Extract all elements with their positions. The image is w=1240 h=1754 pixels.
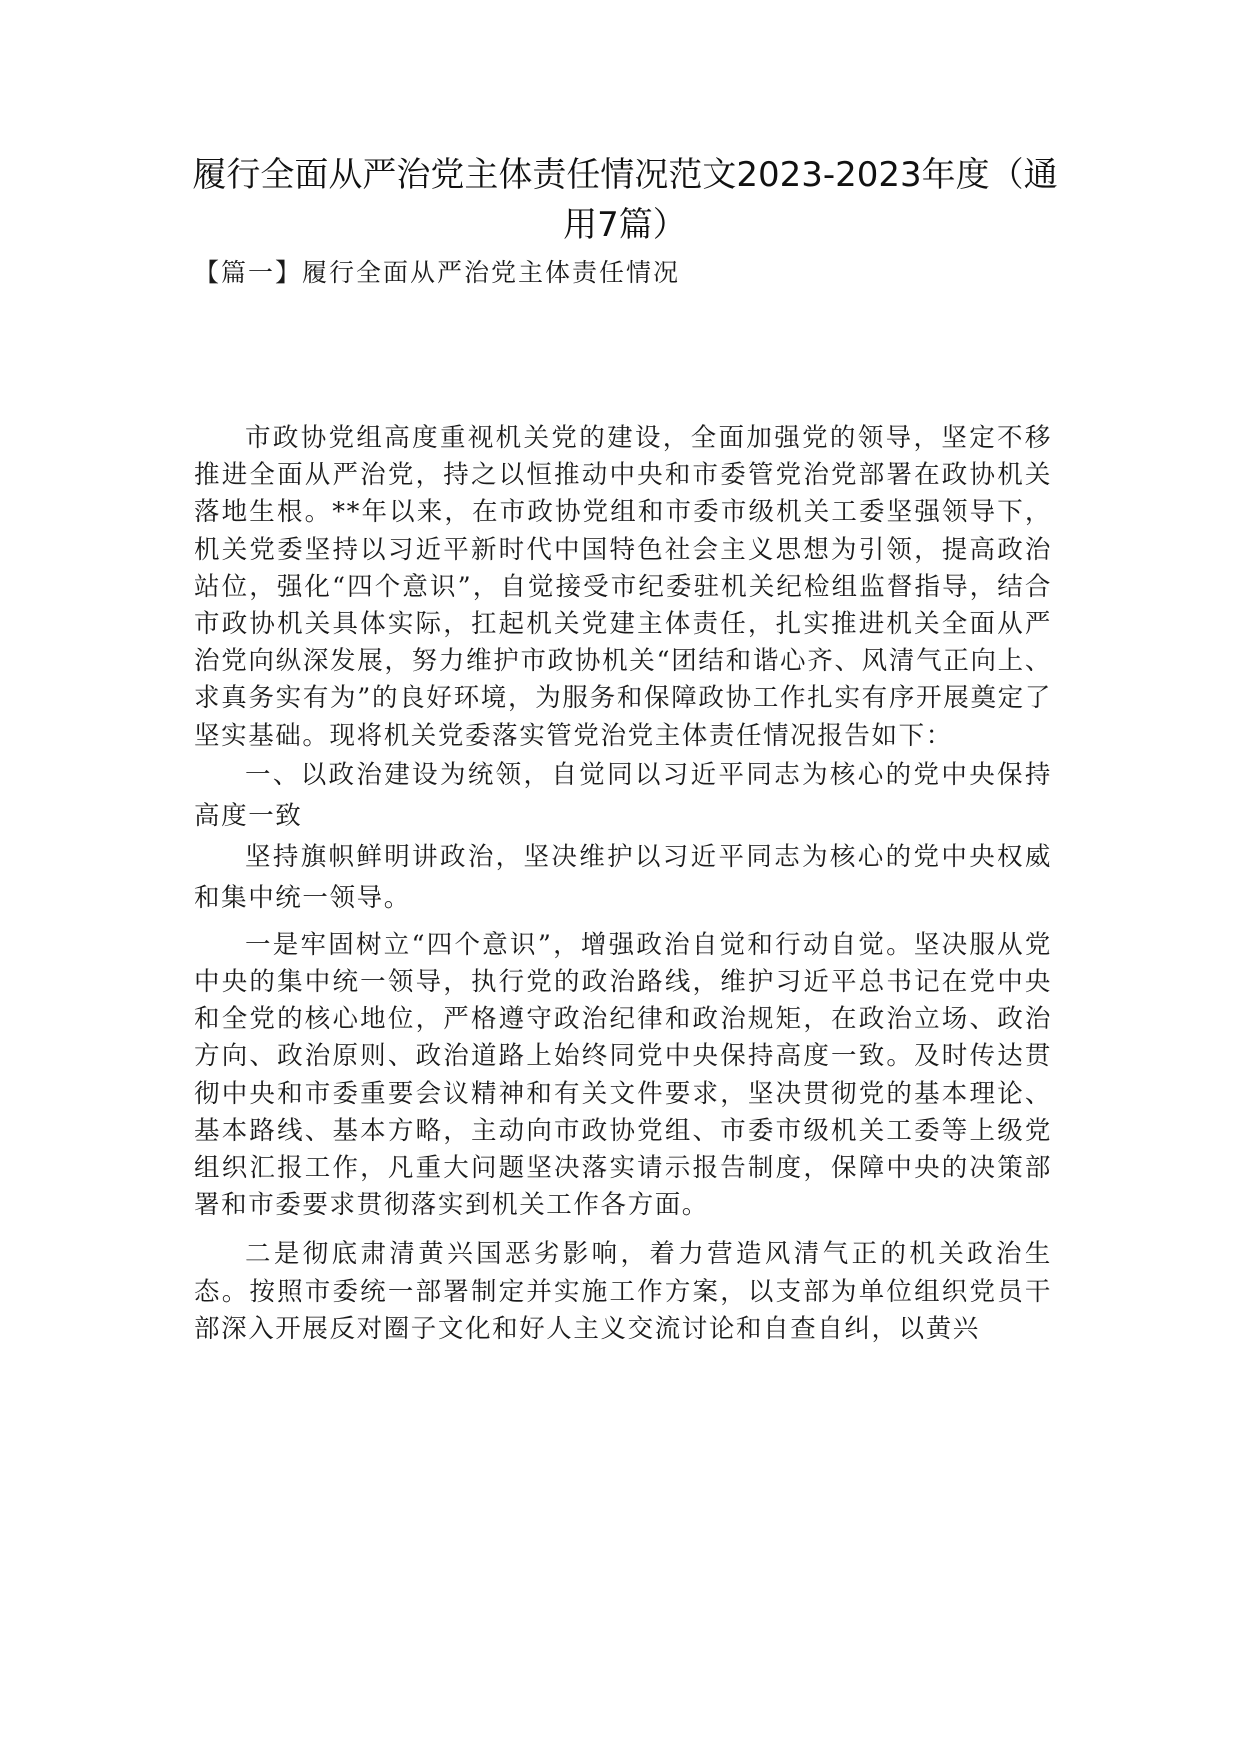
body-paragraph-intro: 市政协党组高度重视机关党的建设，全面加强党的领导，坚定不移推进全面从严治党，持之以恒推动中央和市委管党治党部署在政协机关落地生根。**年以来，在市政协党组和市委市级机关工委坚强领导下，机关党委坚持以习近平新时代中国特色社会主义思想为引领，提高政治站位，强化“四个意识”，自觉接受市纪委驻机关纪检组监督指导，结合市政协机关具体实际，扛起机关党建主体责任，扎实推进机关全面从严治党向纵深发展，努力维护市政协机关“团结和谐心齐、风清气正向上、求真务实有为”的良好环境，为服务和保障政协工作扎实有序开展奠定了坚实基础。现将机关党委落实管党治党主体责任情况报告如下： xyxy=(194,423,1052,751)
body-paragraph-leadership: 坚持旗帜鲜明讲政治，坚决维护以习近平同志为核心的党中央权威和集中统一领导。 xyxy=(194,841,1052,913)
body-paragraph-point-one: 一是牢固树立“四个意识”，增强政治自觉和行动自觉。坚决服从党中央的集中统一领导，执行党的政治路线，维护习近平总书记在党中央和全党的核心地位，严格遵守政治纪律和政治规矩，在政治立场、政治方向、政治原则、政治道路上始终同党中央保持高度一致。及时传达贯彻中央和市委重要会议精神和有关文件要求，坚决贯彻党的基本理论、基本路线、基本方略，主动向市政协党组、市委市级机关工委等上级党组织汇报工作，凡重大问题坚决落实请示报告制度，保障中央的决策部署和市委要求贯彻落实到机关工作各方面。 xyxy=(194,929,1052,1221)
body-paragraph-point-two: 二是彻底肃清黄兴国恶劣影响，着力营造风清气正的机关政治生态。按照市委统一部署制定并实施工作方案，以支部为单位组织党员干部深入开展反对圈子文化和好人主义交流讨论和自查自纠，以黄兴 xyxy=(194,1239,1052,1344)
body-heading-political: 一、以政治建设为统领，自觉同以习近平同志为核心的党中央保持高度一致 xyxy=(194,759,1052,831)
section-heading: 【篇一】履行全面从严治党主体责任情况 xyxy=(194,258,681,287)
document-title: 履行全面从严治党主体责任情况范文2023-2023年度（通用7篇） xyxy=(192,155,1058,245)
document-body xyxy=(194,420,1052,1348)
